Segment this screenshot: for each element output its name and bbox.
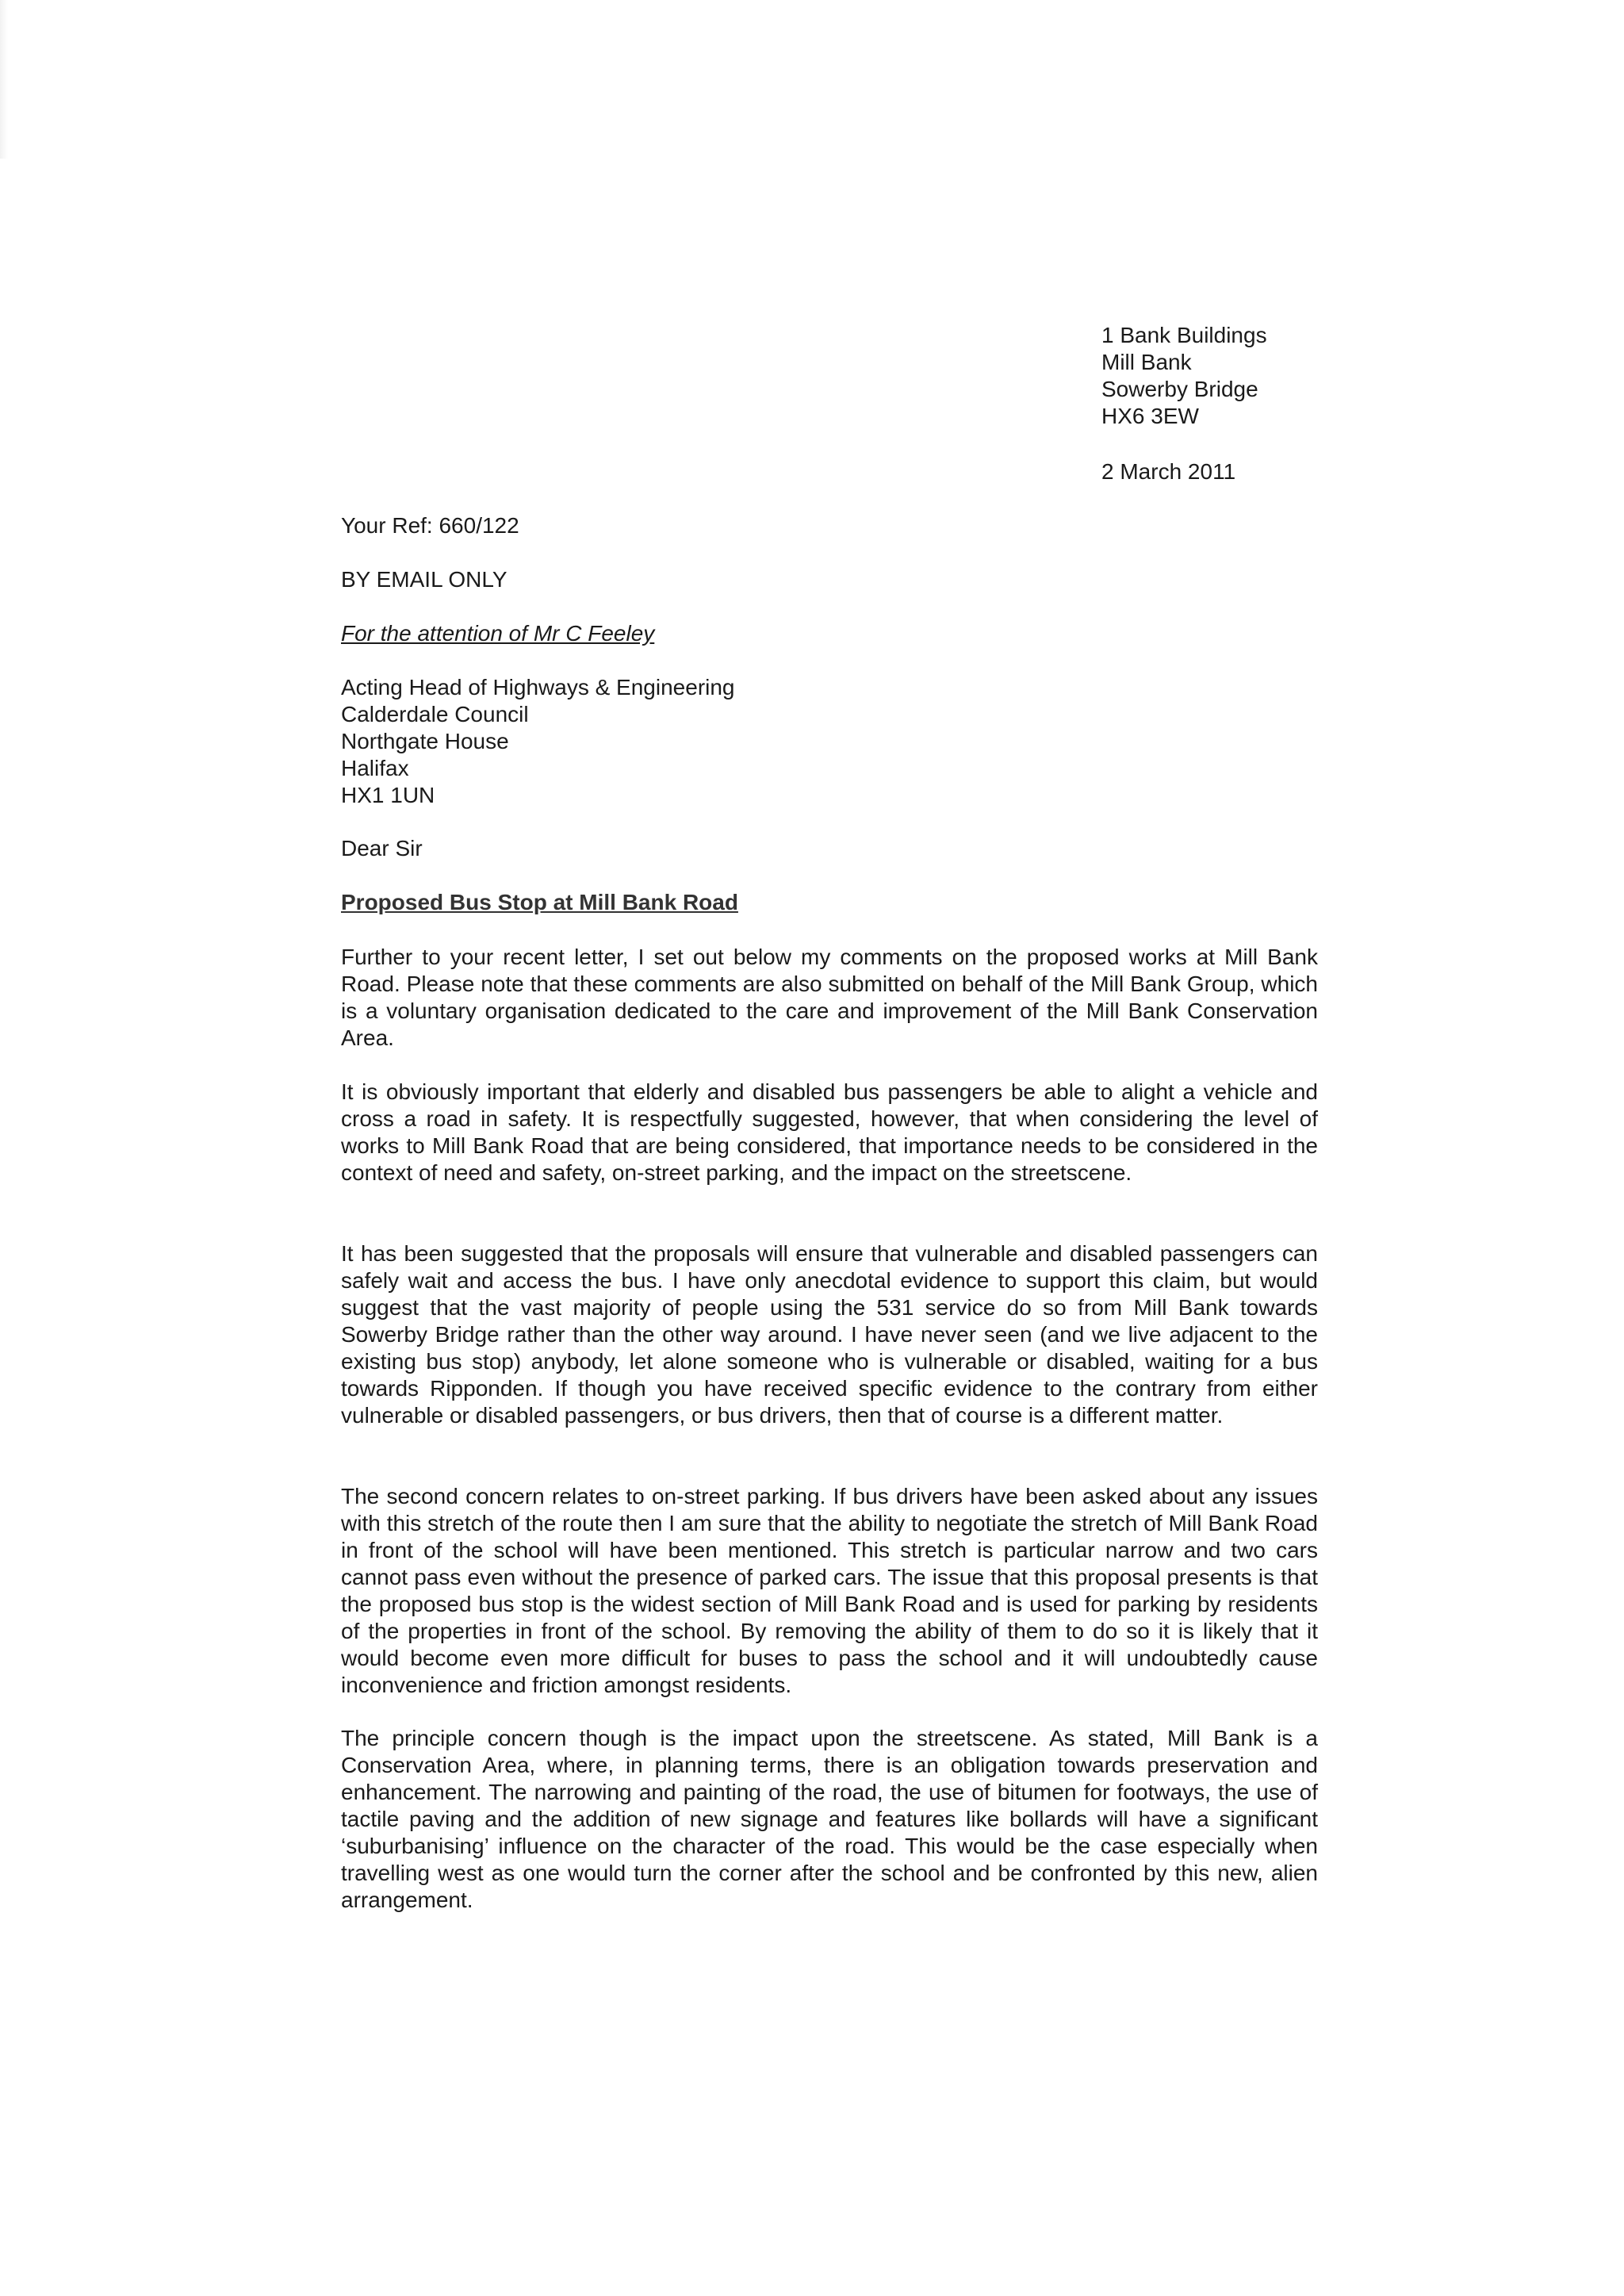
recipient-address-line: Acting Head of Highways & Engineering [341,675,735,700]
body-paragraph: It is obviously important that elderly and disabled bus passengers be able to alight a vehicle and cross a road in safety. It is respectfully suggested, however, that when considering the level of works to Mill Bank Road that are being considered, that importance needs to be considered in the context of need and safety, on-street parking, and the impact on the streetscene. [341,1079,1318,1185]
scan-edge-shadow [0,0,8,159]
recipient-address-line: HX1 1UN [341,783,435,807]
body-paragraph: The principle concern though is the impact upon the streetscene. As stated, Mill Bank is a Conservation Area, where, in planning terms, there is an obligation towards preservation and enhancement. The narrowing and painting of the road, the use of bitumen for footways, the use of tactile paving and the addition of new signage and features like bollards will have a significant ‘suburbanising’ influence on the character of the road. This would be the case especially when travelling west as one would turn the corner after the school and be confronted by this new, alien arrangement. [341,1726,1318,1912]
subject-heading: Proposed Bus Stop at Mill Bank Road [341,890,738,914]
recipient-address-line: Calderdale Council [341,702,529,726]
sender-address-line: HX6 3EW [1101,404,1199,428]
body-paragraph: The second concern relates to on-street parking. If bus drivers have been asked about any issues with this stretch of the route then I am sure that the ability to negotiate the stretch of Mill Bank Road in front of the school will have been mentioned. This stretch is particular narrow and two cars cannot pass even without the presence of parked cars. The issue that this proposal presents is that the proposed bus stop is the widest section of Mill Bank Road and is used for parking by residents of the properties in front of the school. By removing the ability of them to do so it is likely that it would become even more difficult for buses to pass the school and it will undoubtedly cause inconvenience and friction amongst residents. [341,1484,1318,1697]
salutation: Dear Sir [341,836,423,861]
recipient-address-line: Northgate House [341,729,509,753]
recipient-address [341,674,735,809]
recipient-address-line: Halifax [341,756,409,780]
sender-address-line: Mill Bank [1101,350,1192,374]
body-paragraph: It has been suggested that the proposals will ensure that vulnerable and disabled passengers can safely wait and access the bus. I have only anecdotal evidence to support this claim, but would suggest that the vast majority of people using the 531 service do so from Mill Bank towards Sowerby Bridge rather than the other way around. I have never seen (and we live adjacent to the existing bus stop) anybody, let alone someone who is vulnerable or disabled, waiting for a bus towards Ripponden. If though you have received specific evidence to the contrary from either vulnerable or disabled passengers, or bus drivers, then that of course is a different matter. [341,1241,1318,1428]
body-paragraph: Further to your recent letter, I set out below my comments on the proposed works at Mill Bank Road. Please note that these comments are also submitted on behalf of the Mill Bank Group, which is a voluntary organisation dedicated to the care and improvement of the Mill Bank Conservation Area. [341,945,1318,1050]
your-reference: Your Ref: 660/122 [341,513,519,538]
attention-line: For the attention of Mr C Feeley [341,621,655,646]
sender-address [1101,322,1267,430]
delivery-note: BY EMAIL ONLY [341,567,508,592]
letter-date: 2 March 2011 [1101,459,1236,484]
sender-address-line: Sowerby Bridge [1101,377,1258,401]
sender-address-line: 1 Bank Buildings [1101,323,1267,347]
